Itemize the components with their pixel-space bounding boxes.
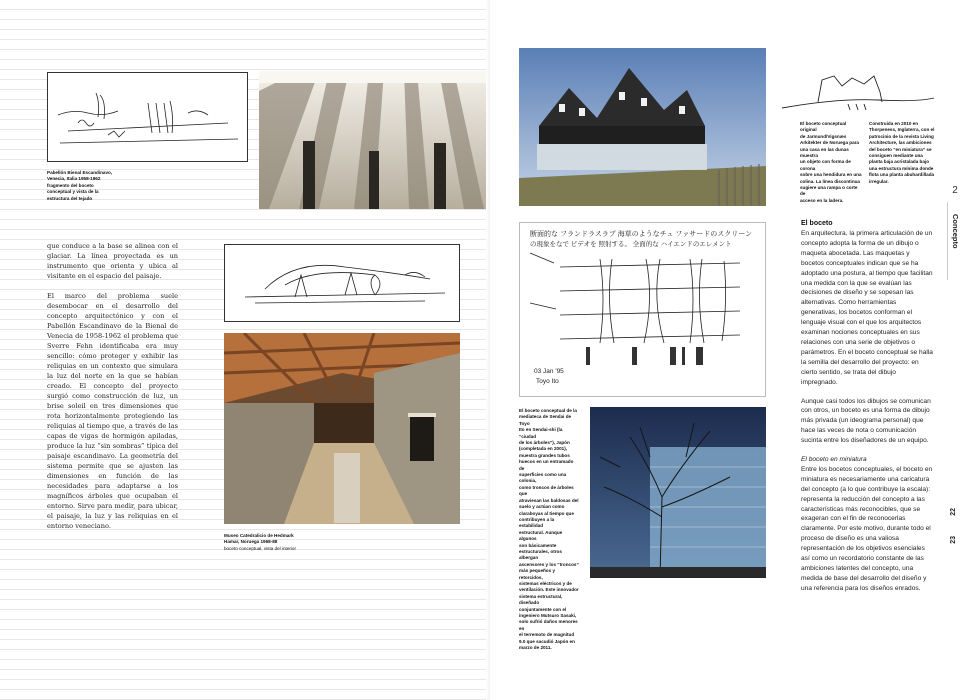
pavilion-caption: Pabellón Bienal Escandinavo, Venecia, Italia 1958-1962 fragmento del boceto conceptual y vista de la estructura del tejado — [47, 170, 113, 201]
dune-sketch-caption: El boceto conceptual original de Jarmund/Vigsnæs Arkitekter de Noruega para una casa en las dunas muestra un objeto con forma de corona sobre una hendidura en una colina. La línea discontinua sugiere una rampa o corte de acceso en la ladera. — [800, 121, 862, 203]
chapter-number: 2 — [952, 185, 958, 196]
dune-house-sketch — [778, 68, 936, 116]
sketch-signature: Toyo Ito — [536, 378, 559, 385]
right-paragraph-2: Aunque casi todos los dibujos se comunican con otros, un boceto es una forma de dibujo más privada (un ideograma personal) que hace las veces de nota o comunicación sucinta entre los diseñadores de un equipo. — [801, 397, 931, 445]
pavilion-sketch-drawing — [48, 73, 247, 161]
right-paragraph-3: Entre los bocetos conceptuales, el boceto en miniatura es necesariamente una caricatura del concepto (a lo que contribuye la escala): representa la reducción del concepto a las características más reconocibles, que se exageran con el fin de reconocerlas claramente. Por este motivo, durante todo el proceso de diseño es una valiosa representación de los objetivos esenciales así como un recordatorio constante de las ambiciones latentes del concepto, una medida de base del desarrollo del diseño y una referencia para los diseños enrados. — [801, 465, 933, 592]
right-paragraph-1: En arquitectura, la primera articulación de un concepto adopta la forma de un dibujo o maqueta abocetada. Las maquetas y bocetos conceptuales indican que se ha adoptado una postura, al tiempo que facilitan una medida con la que se evalúan las decisiones de diseño y se sopesan las alternativas. Como herramientas generativas, los bocetos conforman el lenguaje visual con el que los arquitectos examinan nociones conceptuales en sus relaciones con una serie de objetivos o parámetros. En el boceto conceptual se halla la semilla del desarrollo del proyecto: en cierto sentido, se trata del dibujo impregnado. — [801, 230, 933, 386]
dune-house-photo — [519, 48, 766, 206]
handwriting-row-2: の現象をなで ビデオを 照射する。 全面的な ハイエンドのエレメント — [530, 241, 732, 248]
left-body-text — [47, 241, 178, 541]
sketch-date: 03 Jan '95 — [534, 368, 564, 375]
right-page — [490, 0, 980, 700]
museum-caption: Museo Catedralicio de Hedmark Hamar, Noruega 1968-88 boceto conceptual, vista del interior — [224, 533, 297, 551]
pavilion-sketch — [47, 72, 248, 162]
pavilion-roof-photo — [259, 71, 489, 209]
section-heading: El boceto — [801, 220, 833, 227]
left-paragraph-2: El marco del problema suele desembocar en el desarrollo del concepto arquitectónico y con el Pabellón Escandinavo de la Bienal de Venecia de 1958-1962 el problema que Sverre Fehn identificaba era muy sencillo: cómo proteger y exhibir las reliquias en un contexto que simulara la luz del norte en la que se habían creado. El concepto del proyecto surgió como construcción de luz, un brise soleil en tres dimensiones que rota horizontalmente protegiendo las reliquias al tiempo que, a través de las capas de vigas de hormigón apiladas, produce la luz “sin sombras” típica del paisaje escandinavo. La geometría del sistema permite que se ajusten las dimensiones en función de las necesidades para adaptarse a los magníficos árboles que ocupaban el entorno. Sirve para medir, para ubicar, el paisaje, la luz y las reliquias en el entorno veneciano. — [47, 292, 178, 530]
pavilion-section-sketch — [224, 244, 460, 322]
section-subheading: El boceto en miniatura — [801, 456, 867, 464]
page-number-left: 22 — [950, 508, 957, 516]
left-paragraph-1: que conduce a la base se alinea con el glaciar. La línea proyectada es un instrumento que orienta y ubica al visitante en el espacio del paisaje. — [47, 242, 178, 280]
mediatheque-caption: El boceto conceptual de la mediateca de Sendai de Toyo Ito en Sendai-shi (la “ciudad de los árboles”), Japón (completada en 2001), muestra grandes tubos huecos en un entramado de superficies como una colonia, como troncos de árboles que atraviesan las baldosas del suelo y actúan como claraboyas al tiempo que contribuyen a la estabilidad estructural. Aunque algunos son básicamente estructurales, otros albergan ascensores y los “troncos” más pequeños y retorcidos, sistemas eléctricos y de ventilación. Este innovador sistema estructural, diseñado conjuntamente con el ingeniero Mutsuro Sasaki, solo sufrió daños menores en el terremoto de magnitud 9.0 que sacudió Japón en marzo de 2011. — [519, 408, 579, 651]
chapter-label: Concepto — [951, 214, 960, 249]
page-number-right: 23 — [950, 536, 957, 544]
right-body-text — [801, 219, 934, 603]
mediatheque-photo — [590, 407, 766, 578]
dune-house-caption: Construida en 2010 en Thorpeness, Inglaterra, con el patrocinio de la revista Living Architecture, las ambiciones del boceto “en miniatura” se consiguen mediante una planta baja acristalada bajo una estructura mínima donde flota una planta abuhardillada irregular. — [869, 121, 935, 184]
museum-interior-photo — [224, 333, 460, 524]
mediatheque-sketch — [519, 222, 766, 397]
handwriting-row-1: 断面的な フランドラスラブ 海草のようなチュ ファサードのスクリーン — [530, 231, 753, 238]
